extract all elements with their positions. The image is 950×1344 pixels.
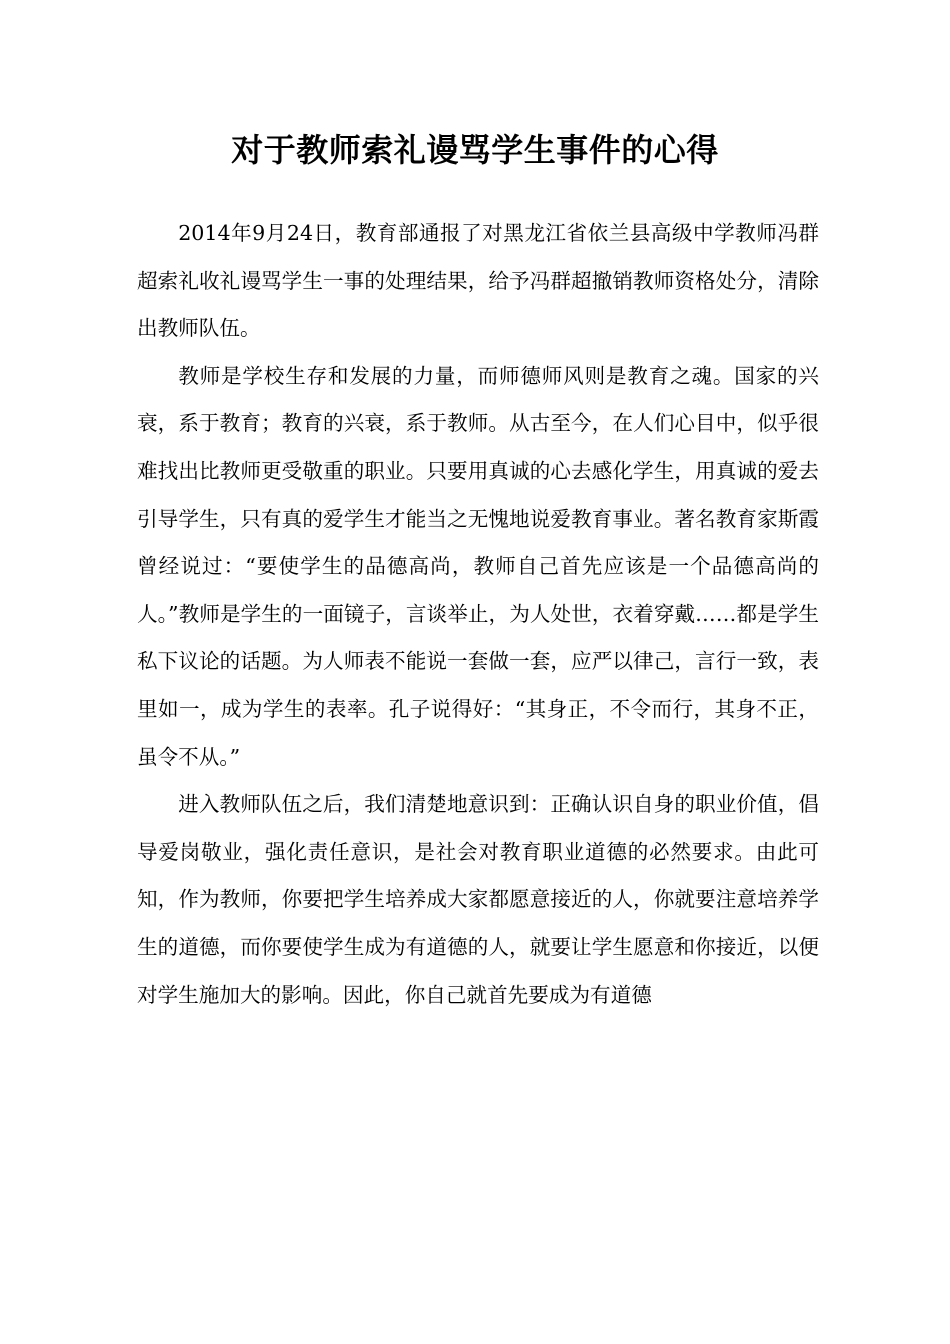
paragraph: 进入教师队伍之后，我们清楚地意识到：正确认识自身的职业价值，倡导爱岗敬业，强化责任意识，是社会对教育职业道德的必然要求。由此可知，作为教师，你要把学生培养成大家都愿意接近的人，你就要注意培养学生的道德，而你要使学生成为有道德的人，就要让学生愿意和你接近，以便对学生施加大的影响。因此，你自己就首先要成为有道德 [137,792,819,1007]
document-body [137,210,819,1019]
document-title: 对于教师索礼谩骂学生事件的心得 [231,131,719,169]
paragraph: 教师是学校生存和发展的力量，而师德师风则是教育之魂。国家的兴衰，系于教育；教育的兴衰，系于教师。从古至今，在人们心目中，似乎很难找出比教师更受敬重的职业。只要用真诚的心去感化学生，用真诚的爱去引导学生，只有真的爱学生才能当之无愧地说爱教育事业。著名教育家斯霞曾经说过：“要使学生的品德高尚，教师自己首先应该是一个品德高尚的人。”教师是学生的一面镜子，言谈举止，为人处世，衣着穿戴……都是学生私下议论的话题。为人师表不能说一套做一套，应严以律己，言行一致，表里如一，成为学生的表率。孔子说得好：“其身正，不令而行，其身不正，虽令不从。” [137,363,819,769]
paragraph: 2014年9月24日，教育部通报了对黑龙江省依兰县高级中学教师冯群超索礼收礼谩骂学生一事的处理结果，给予冯群超撤销教师资格处分，清除出教师队伍。 [137,221,819,341]
